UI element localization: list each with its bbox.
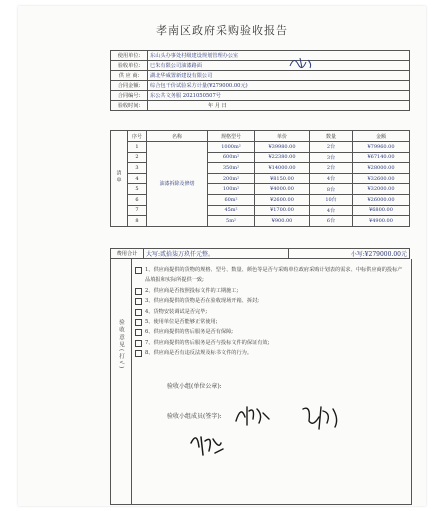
cell-price: ¥22380.00	[255, 152, 310, 163]
cell-spec: 100m²	[208, 184, 255, 195]
info-value: 东公共文务服 2021050507号	[148, 91, 410, 101]
opinion-side-label: 验收意见(打√)	[111, 259, 132, 504]
checkbox[interactable]	[135, 267, 142, 274]
check-item[interactable]	[135, 317, 405, 327]
cell-no: 3	[128, 163, 147, 174]
total-label: 费用合计	[111, 249, 144, 259]
check-item[interactable]	[135, 296, 405, 306]
info-value: 巳朱有限公司油漆路面	[148, 61, 410, 71]
checkbox[interactable]	[135, 298, 142, 305]
checkbox[interactable]	[135, 309, 142, 316]
cell-spec: 350m²	[208, 163, 255, 174]
info-row	[111, 101, 410, 111]
col-header: 数量	[310, 131, 353, 142]
cell-no: 6	[128, 194, 147, 205]
cell-amount: ¥67140.00	[353, 152, 410, 163]
info-label: 使用单位:	[111, 51, 148, 61]
col-header: 金额	[353, 131, 410, 142]
cell-no: 7	[128, 205, 147, 216]
cell-qty: 8台	[310, 184, 353, 195]
cell-price: ¥900.00	[255, 216, 310, 227]
check-label: 1、供应商提供的货物的规格、型号、数量、颜色等是否与采购单位政府采购计划表的需求、中标供应商的投标产品填报和实际所提供一致;	[145, 267, 403, 284]
opinion-section	[110, 259, 412, 505]
cell-price: ¥2600.00	[255, 194, 310, 205]
info-label: 合同金额:	[111, 81, 148, 91]
check-label: 5、使用单位是否能够正常使用;	[145, 319, 218, 326]
check-item[interactable]	[135, 286, 405, 296]
check-list	[135, 265, 405, 359]
checkbox[interactable]	[135, 340, 142, 347]
info-row	[111, 81, 410, 91]
info-table	[110, 50, 410, 111]
cell-price: ¥4000.00	[255, 184, 310, 195]
cell-amount: ¥6800.00	[353, 205, 410, 216]
checkbox[interactable]	[135, 350, 142, 357]
info-value: 综合包干价试验采方计量(¥279000.00元)	[148, 81, 410, 91]
check-label: 7、供应商提供的售后服务是否与投标文件的保证有效;	[145, 339, 270, 346]
report-paper	[18, 6, 426, 506]
signature-2	[299, 401, 343, 433]
checkbox[interactable]	[135, 329, 142, 336]
cell-qty: 4台	[310, 173, 353, 184]
info-row	[111, 91, 410, 101]
page-title: 孝南区政府采购验收报告	[156, 24, 288, 37]
signature-3	[187, 429, 227, 459]
cell-no: 2	[128, 152, 147, 163]
cell-spec: 600m²	[208, 152, 255, 163]
cell-amount: ¥32000.00	[353, 184, 410, 195]
cell-qty: 4台	[310, 205, 353, 216]
info-value: 年 月 日	[148, 101, 410, 111]
cell-price: ¥8150.00	[255, 173, 310, 184]
cell-amount: ¥4900.00	[353, 216, 410, 227]
info-label: 验收时间:	[111, 101, 148, 111]
cell-amount: ¥79960.00	[353, 142, 410, 153]
check-label: 8、供应商是否有违反法规及标书文件的行为。	[145, 350, 253, 357]
info-row	[111, 51, 410, 61]
cell-amount: ¥26000.00	[353, 194, 410, 205]
items-table	[110, 130, 410, 227]
check-item[interactable]	[135, 348, 405, 358]
info-label: 合同编号:	[111, 91, 148, 101]
signature-1	[233, 401, 273, 429]
cell-spec: 200m²	[208, 173, 255, 184]
col-header: 规格型号	[208, 131, 255, 142]
check-label: 2、供应商是否按照投标文件的工期施工;	[145, 287, 239, 294]
cell-qty: 3台	[310, 152, 353, 163]
info-label: 验收单位:	[111, 61, 148, 71]
cell-price: ¥14000.00	[255, 163, 310, 174]
checkbox[interactable]	[135, 288, 142, 295]
cell-spec: 1000m²	[208, 142, 255, 153]
info-label: 供 应 商:	[111, 71, 148, 81]
check-label: 6、供应商提供的售后服务是否有保障;	[145, 329, 234, 336]
total-lowercase: 小写:¥279000.00元	[288, 249, 409, 259]
info-row	[111, 71, 410, 81]
check-label: 3、供应商提供的货物是否在验收现场开箱、拆封;	[145, 298, 259, 305]
cell-item-name: 油漆拆除及修缮	[147, 142, 208, 227]
check-item[interactable]	[135, 338, 405, 348]
cell-qty: 2台	[310, 142, 353, 153]
cell-qty: 2台	[310, 163, 353, 174]
member-sign-label: 验收小组成员(签字):	[167, 413, 222, 420]
group-sign-label: 验收小组(单位公章):	[167, 383, 222, 390]
check-label: 4、货物安装调试是否完毕;	[145, 308, 208, 315]
col-header: 名称	[147, 131, 208, 142]
cell-spec: 45m²	[208, 205, 255, 216]
total-row	[111, 249, 410, 259]
check-item[interactable]	[135, 265, 405, 286]
info-value: 东山头办事处村级建设规划管理办公室	[148, 51, 410, 61]
cell-spec: 5m²	[208, 216, 255, 227]
cell-amount: ¥28000.00	[353, 163, 410, 174]
col-header: 序号	[128, 131, 147, 142]
cell-qty: 6台	[310, 216, 353, 227]
info-value: 湖北华威置新建设有限公司	[148, 71, 410, 81]
info-row	[111, 61, 410, 71]
check-item[interactable]	[135, 307, 405, 317]
list-side-label: 清单	[111, 131, 128, 227]
handwritten-note-signature	[286, 54, 316, 72]
check-item[interactable]	[135, 327, 405, 337]
cell-amount: ¥32600.00	[353, 173, 410, 184]
cell-no: 4	[128, 173, 147, 184]
table-header-row	[111, 131, 410, 142]
cell-no: 8	[128, 216, 147, 227]
total-table	[110, 248, 410, 259]
checkbox[interactable]	[135, 319, 142, 326]
col-header: 单价	[255, 131, 310, 142]
cell-price: ¥39980.00	[255, 142, 310, 153]
cell-no: 1	[128, 142, 147, 153]
table-row	[111, 142, 410, 153]
total-uppercase: 大写:贰拾柒万玖仟元整。	[144, 249, 289, 259]
cell-spec: 60m²	[208, 194, 255, 205]
cell-qty: 10台	[310, 194, 353, 205]
cell-no: 5	[128, 184, 147, 195]
cell-price: ¥1700.00	[255, 205, 310, 216]
